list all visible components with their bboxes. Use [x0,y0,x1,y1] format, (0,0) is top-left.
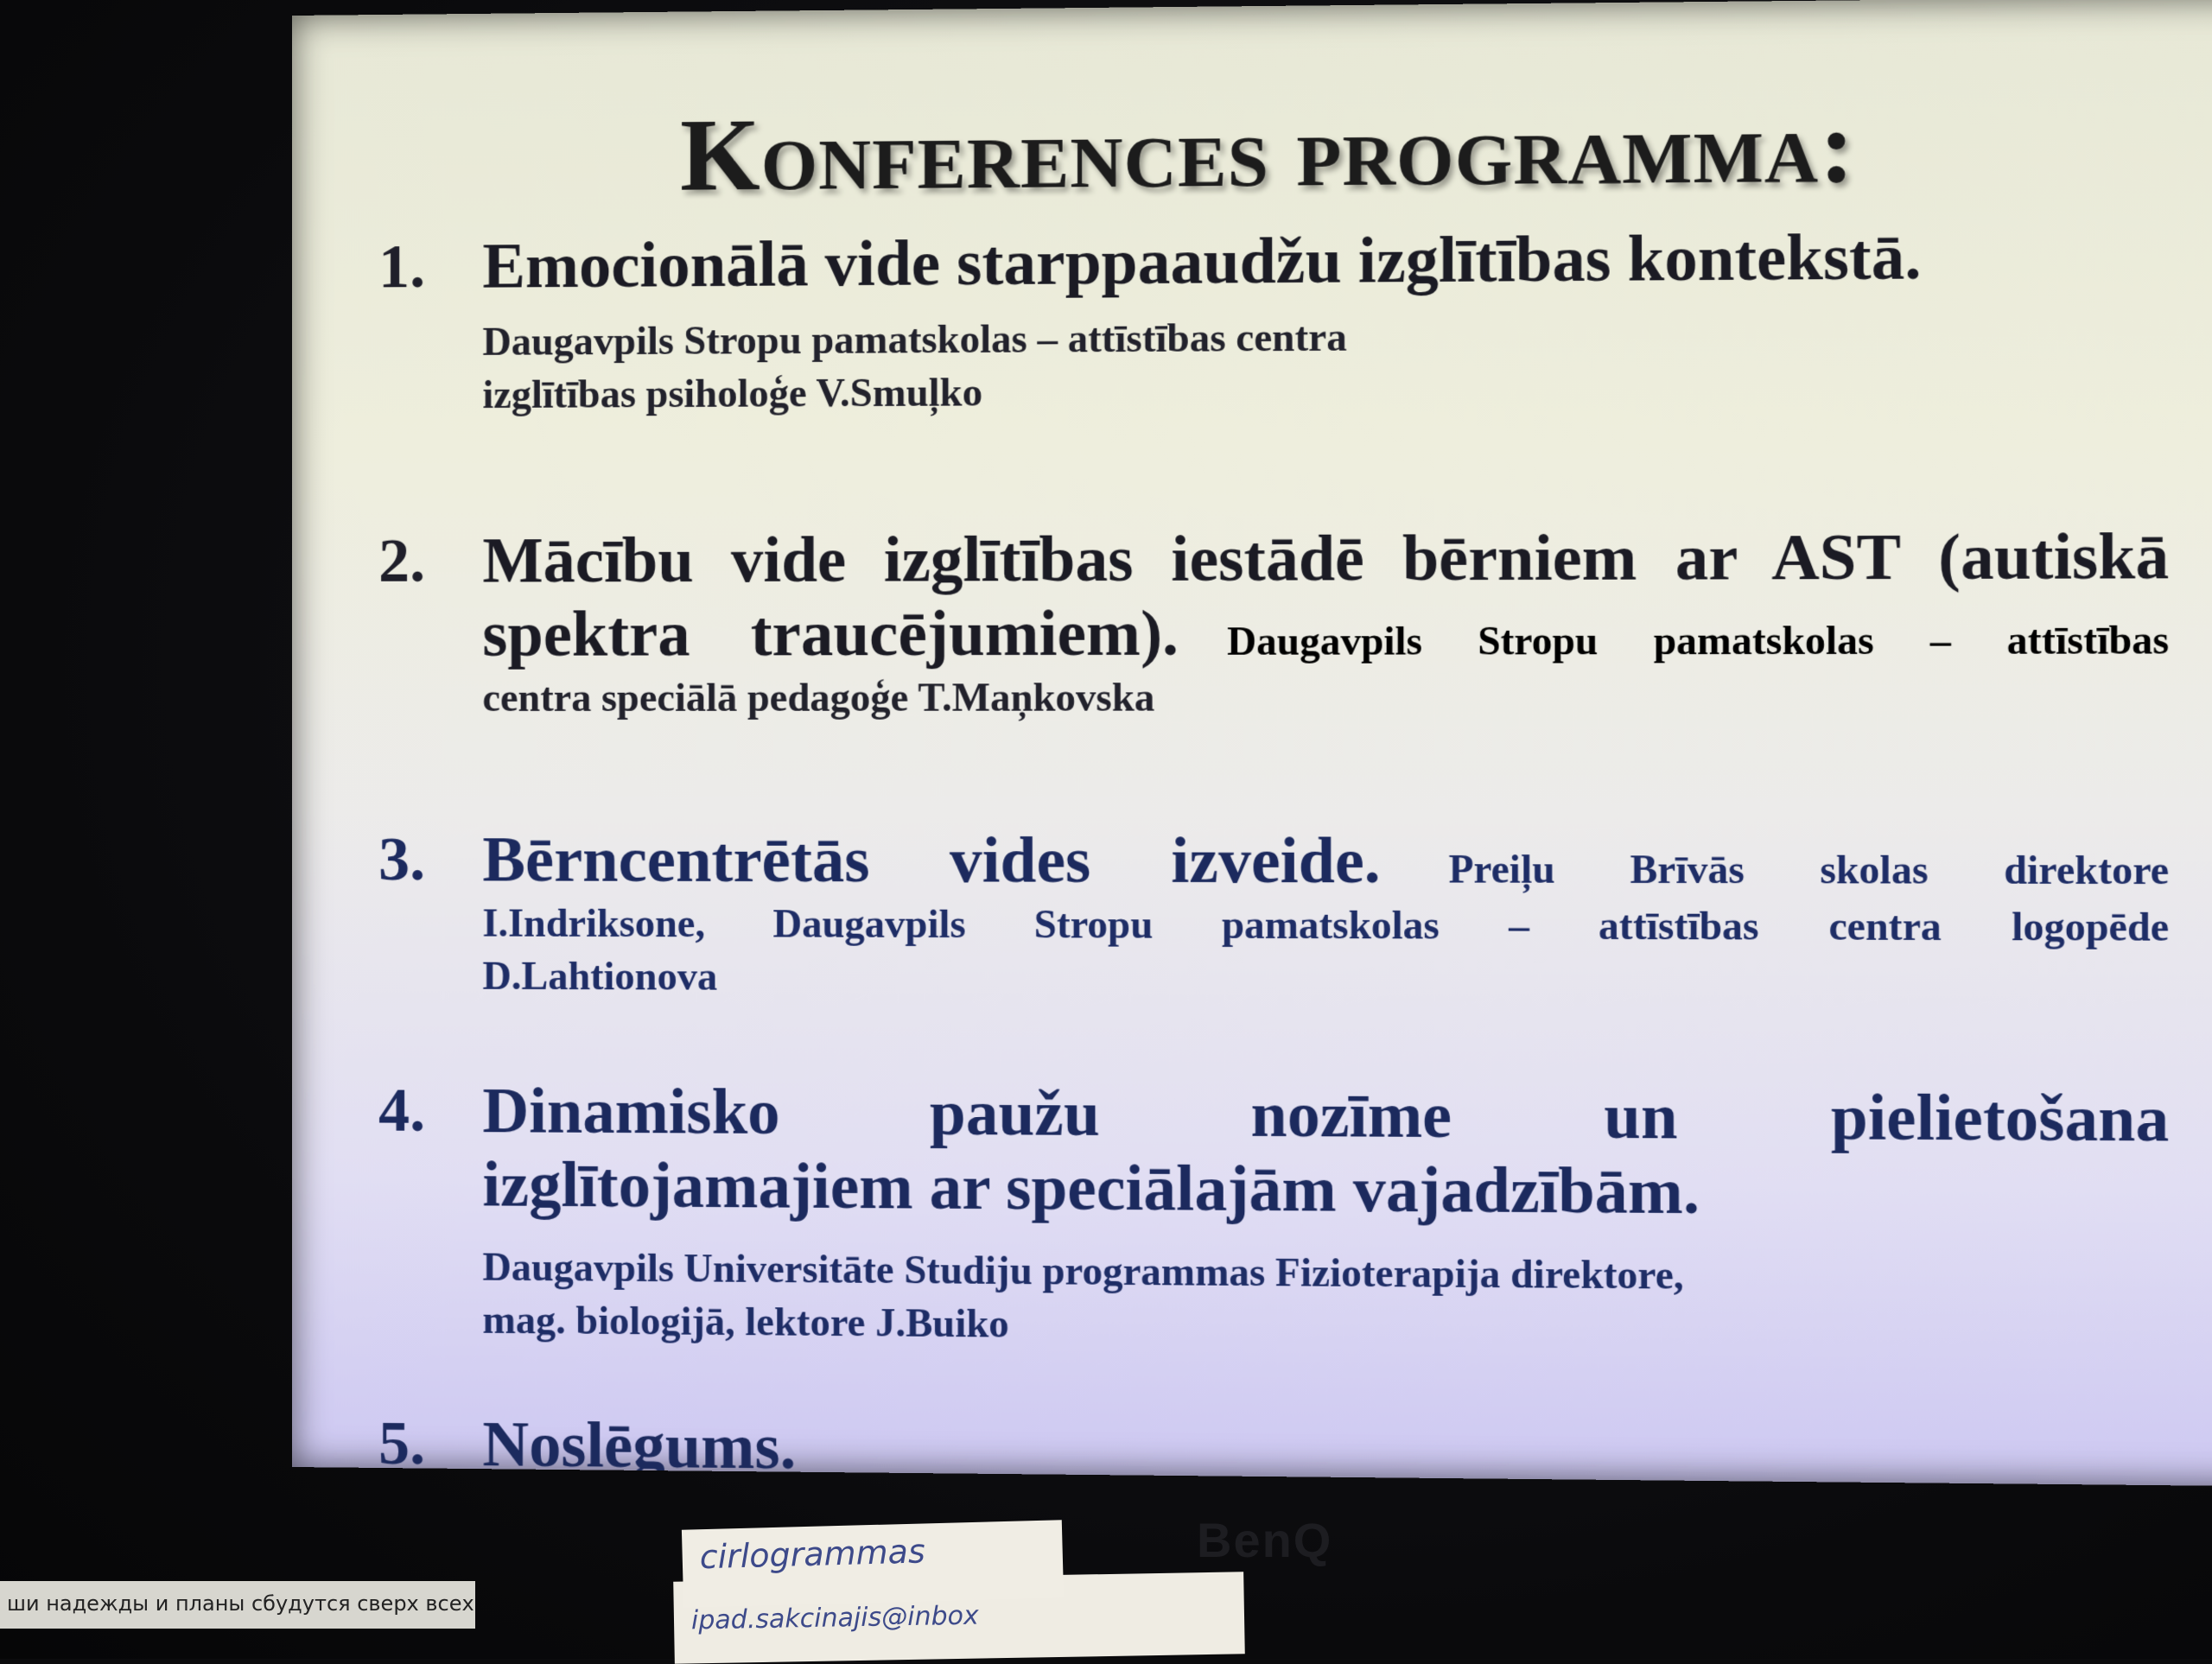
agenda-number: 1. [378,231,426,302]
agenda-item-5 [378,1407,2169,1486]
agenda-topic: spektra traucējumiem). [482,598,1179,670]
agenda-topic: Emocionālā vide starppaaudžu izglītības kontekstā. [482,221,1922,302]
monitor-brand-logo: BenQ [1197,1513,1333,1567]
agenda-item-3 [378,823,2169,1008]
projected-slide [292,0,2212,1486]
agenda-topic: Dinamisko paužu nozīme un pielietošana [482,1075,2170,1156]
agenda-speaker: Daugavpils Stropu pamatskolas – attīstības [1227,617,2170,664]
handwritten-note: ipad.sakcinajis@inbox [673,1572,1245,1664]
agenda-speaker: Daugavpils Universitāte Studiju programmas Fizioterapija direktore, mag. biologijā, lektore J.Buiko [482,1244,1684,1346]
agenda-speaker: I.Indriksone, Daugavpils Stropu pamatskolas – attīstības centra logopēde [482,900,2170,950]
agenda-topic: Noslēgums. [482,1408,797,1483]
agenda-number: 3. [378,824,426,894]
agenda-number: 2. [378,525,426,595]
agenda-topic: Bērncentrētās vides izveide. [482,824,1381,898]
agenda-number: 5. [378,1407,426,1478]
agenda-topic: Mācību vide izglītības iestādē bērniem ar AST (autiskā [482,520,2170,597]
agenda-number: 4. [378,1075,426,1145]
agenda-item-1 [378,219,2169,422]
agenda-speaker: D.Lahtionova [482,953,718,999]
agenda-item-4 [378,1074,2169,1360]
paper-strip: ши надежды и планы сбудутся сверх всех [0,1581,475,1629]
agenda-speaker: Daugavpils Stropu pamatskolas – attīstības centra izglītības psiholoģe V.Smuļko [482,314,1347,416]
agenda-speaker: Preiļu Brīvās skolas direktore [1448,846,2170,893]
agenda-speaker: centra speciālā pedagoģe T.Maņkovska [482,675,1155,721]
agenda-topic: izglītojamajiem ar speciālajām vajadzībām. [482,1149,1700,1229]
handwritten-note: cirlogrammas [682,1520,1064,1607]
slide-title: Konferences programma: [679,88,1856,213]
agenda-item-2 [378,520,2169,725]
